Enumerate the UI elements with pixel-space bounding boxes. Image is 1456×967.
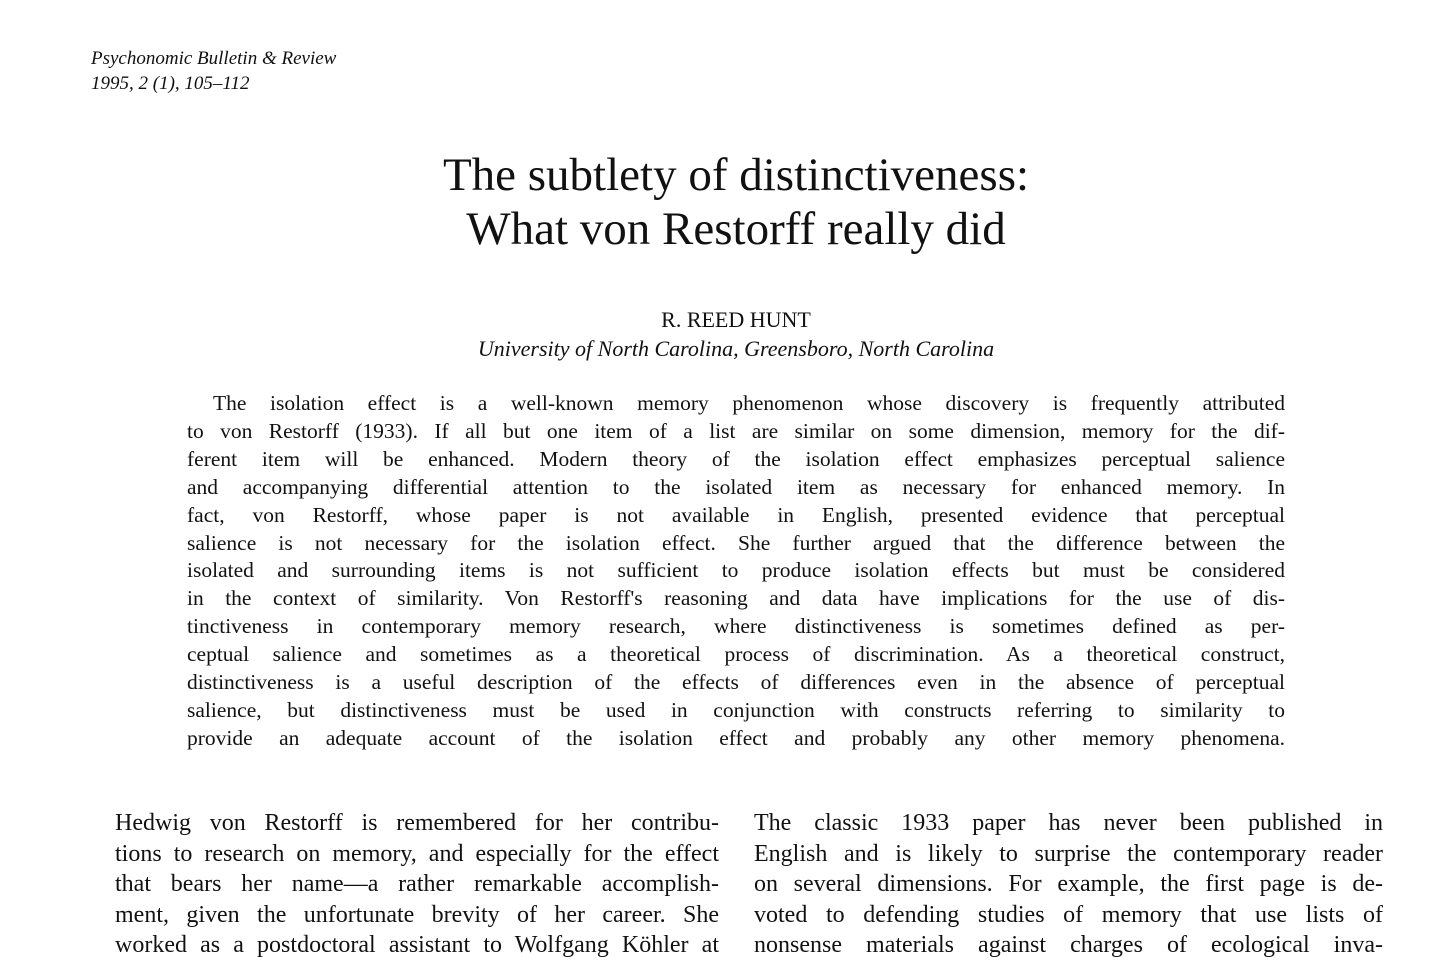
body-line: on several dimensions. For example, the first page is de- [754,871,1383,898]
article-title [0,148,1456,256]
abstract-line: fact, von Restorff, whose paper is not available in English, presented evidence that perceptual [187,502,1285,527]
abstract-line: ceptual salience and sometimes as a theoretical process of discrimination. As a theoretical construct, [187,642,1285,667]
body-line: that bears her name—a rather remarkable accomplish- [115,871,719,898]
abstract-line: salience, but distinctiveness must be used in conjunction with constructs referring to similarity to [187,697,1285,722]
abstract-line: isolated and surrounding items is not sufficient to produce isolation effects but must be considered [187,558,1285,583]
abstract-line: to von Restorff (1933). If all but one item of a list are similar on some dimension, memory for the dif- [187,418,1285,443]
body-line: nonsense materials against charges of ecological inva- [754,932,1383,959]
abstract-line: salience is not necessary for the isolation effect. She further argued that the difference between the [187,530,1285,555]
journal-volume-pages: 1995, 2 (1), 105–112 [91,73,250,94]
body-line: English and is likely to surprise the contemporary reader [754,840,1383,867]
body-line: tions to research on memory, and especially for the effect [115,840,719,867]
body-line: voted to defending studies of memory that use lists of [754,901,1383,928]
journal-citation [91,46,336,96]
author-name: R. REED HUNT [661,307,811,332]
title-line-2: What von Restorff really did [466,203,1006,255]
abstract-line: in the context of similarity. Von Restorff's reasoning and data have implications for the use of dis- [187,586,1285,611]
body-line: The classic 1933 paper has never been published in [754,810,1383,836]
author-affiliation: University of North Carolina, Greensboro, North Carolina [477,336,995,361]
body-line: Hedwig von Restorff is remembered for her contribu- [115,810,719,836]
abstract-line: The isolation effect is a well-known memory phenomenon whose discovery is frequently attributed [213,391,1285,415]
body-right-column [754,808,1383,961]
abstract [187,390,1285,753]
body-left-column [115,808,719,961]
abstract-line: tinctiveness in contemporary memory research, where distinctiveness is sometimes defined as per- [187,614,1285,639]
abstract-line: distinctiveness is a useful description of the effects of differences even in the absence of perceptual [187,670,1285,695]
title-line-1: The subtlety of distinctiveness: [442,149,1030,201]
body-line: ment, given the unfortunate brevity of her career. She [115,901,719,928]
abstract-line: ferent item will be enhanced. Modern theory of the isolation effect emphasizes perceptual salience [187,446,1285,471]
abstract-line: and accompanying differential attention to the isolated item as necessary for enhanced memory. In [187,474,1285,499]
body-line: worked as a postdoctoral assistant to Wolfgang Köhler at [115,932,719,959]
abstract-line: provide an adequate account of the isolation effect and probably any other memory phenomena. [187,725,1285,750]
journal-name: Psychonomic Bulletin & Review [91,48,337,69]
